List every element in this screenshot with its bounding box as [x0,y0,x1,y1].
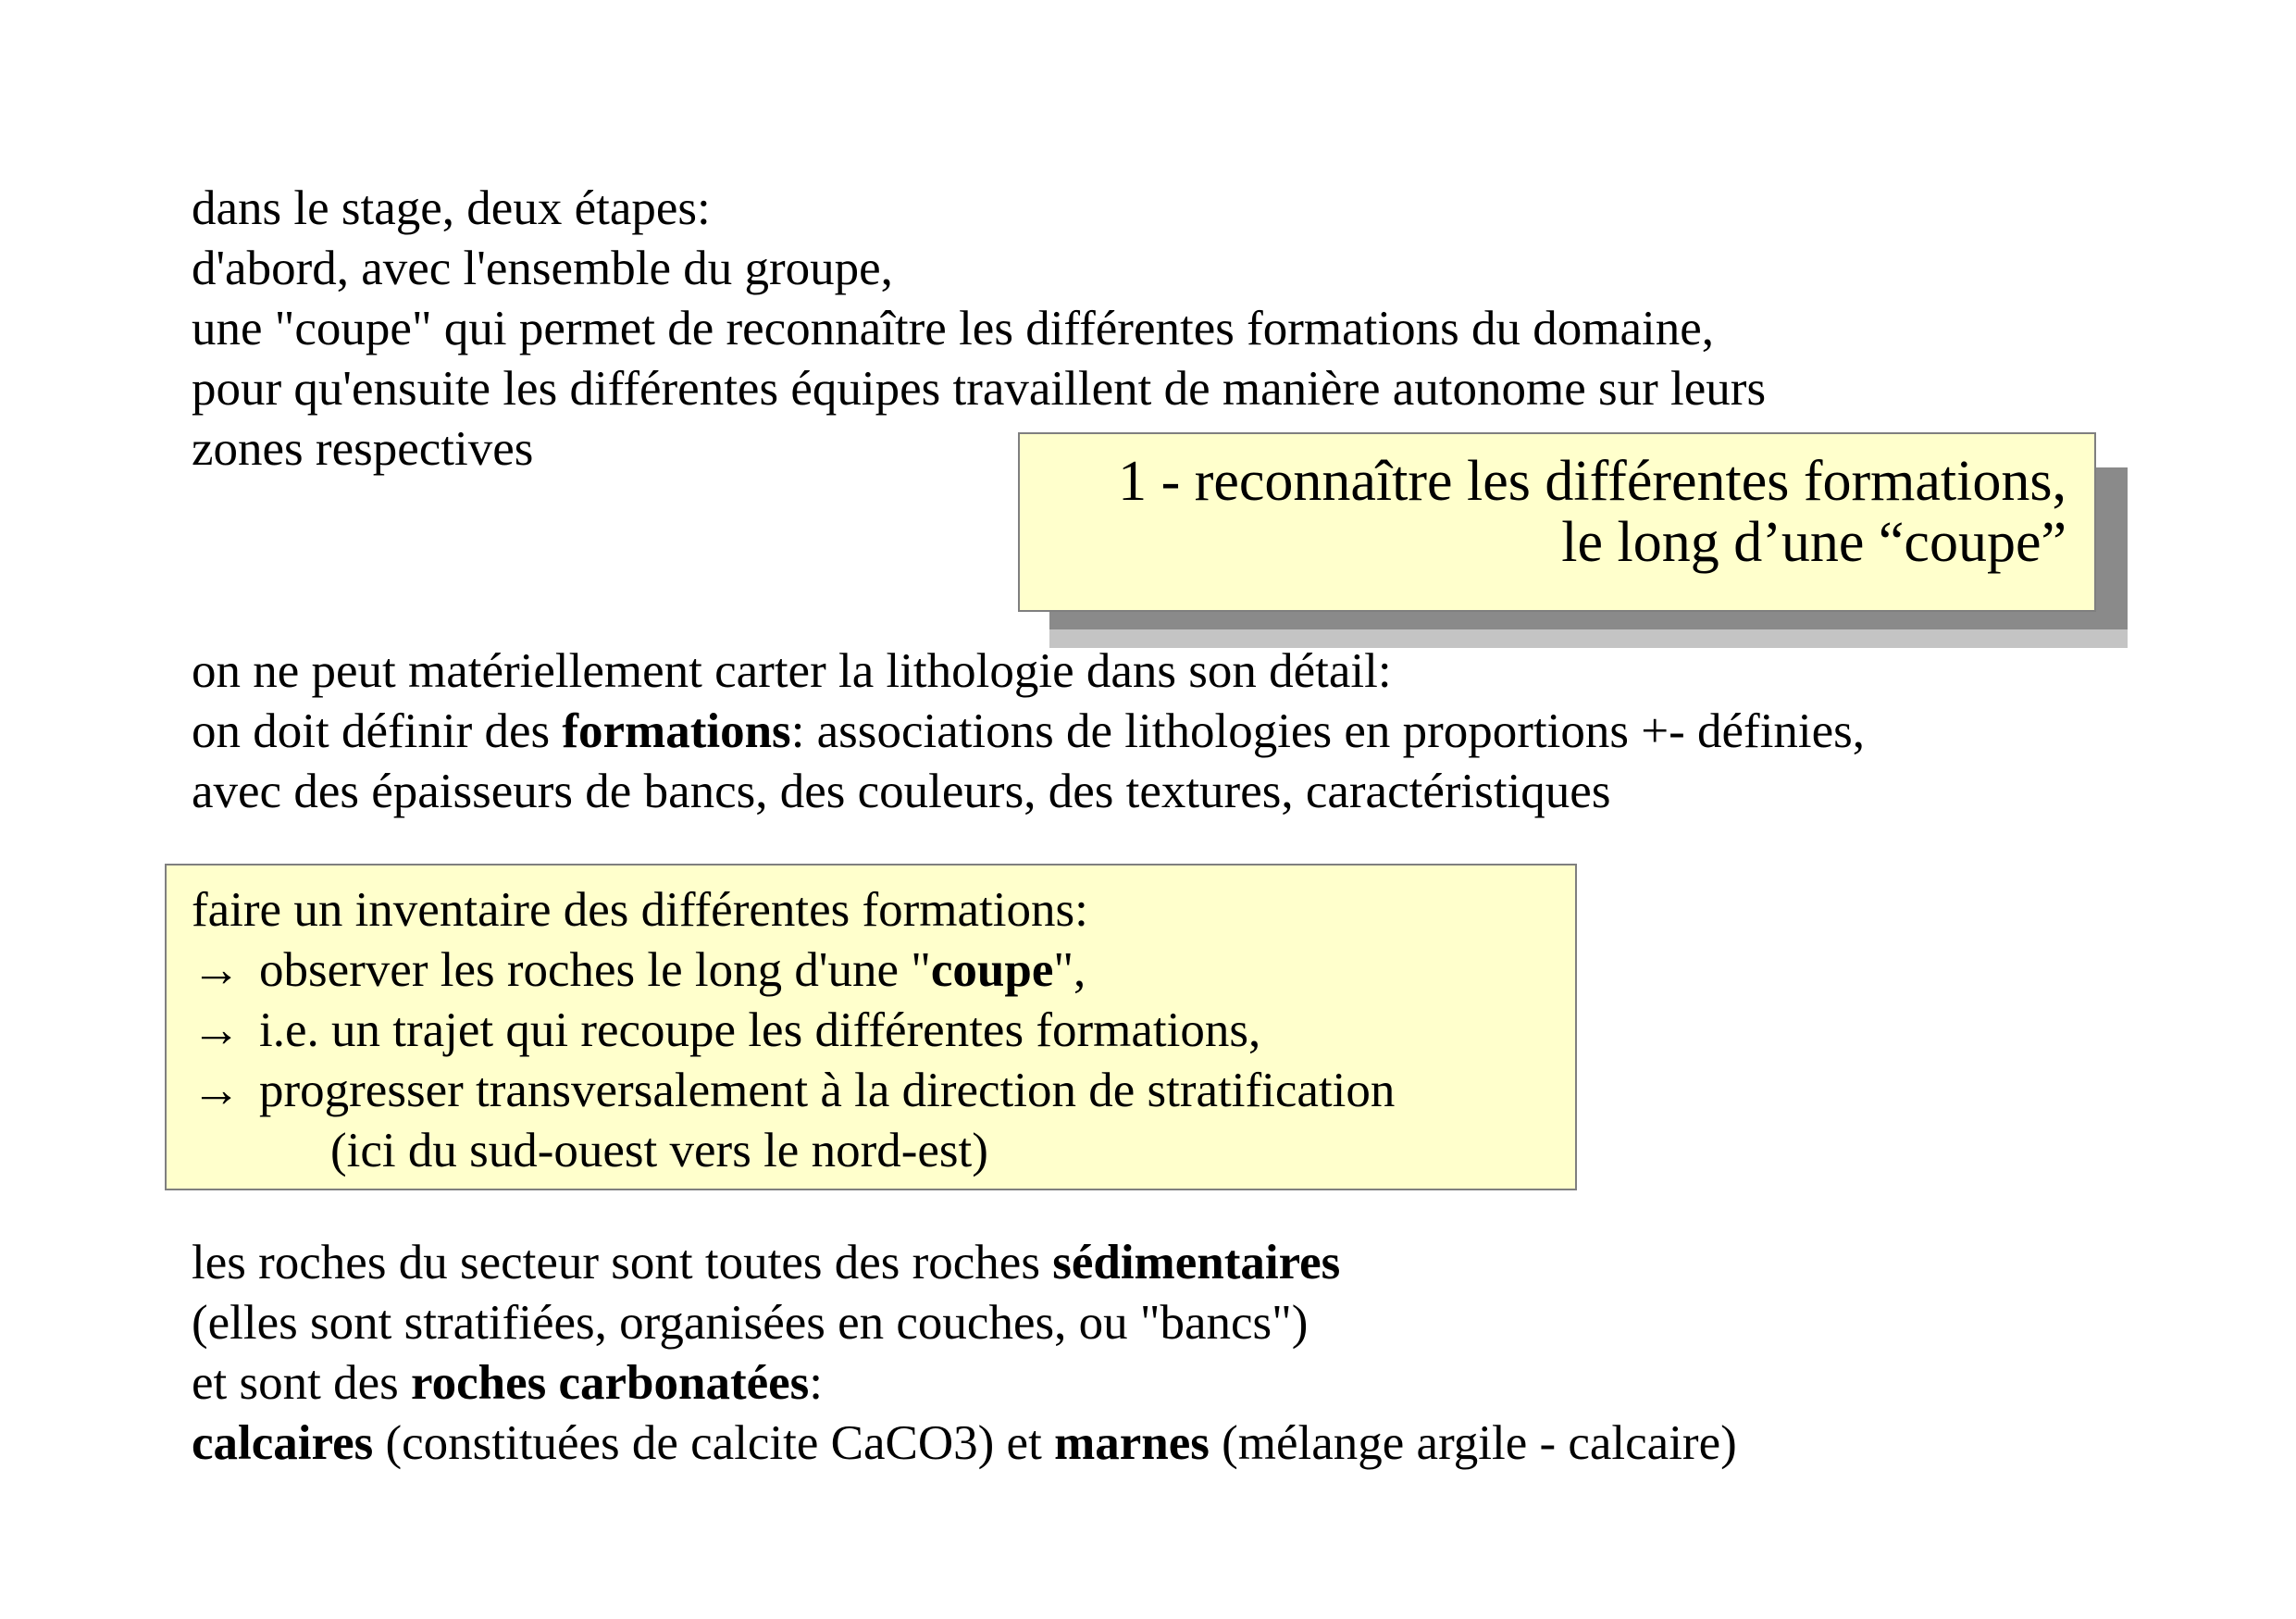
intro-line: d'abord, avec l'ensemble du groupe, [192,242,893,295]
inventory-item [192,940,1575,1001]
text-run: ", [1053,943,1086,997]
rocks-line [192,1353,1737,1414]
text-run: et sont des [192,1356,411,1410]
text-run: : [809,1356,824,1410]
inventory-box [165,864,1577,1190]
text-run: les roches du secteur sont toutes des roches [192,1236,1053,1289]
text-run: progresser transversalement à la direction de stratification [259,1064,1396,1117]
text-run: (constituées de calcite CaCO3) et [373,1416,1055,1470]
rocks-paragraph [192,1233,1737,1474]
bold-term-coupe: coupe [930,943,1054,997]
section-title-line: 1 - reconnaître les différentes formations, [1118,450,2066,513]
text-run: : associations de lithologies en proportions +- définies, [790,704,1866,758]
intro-line: zones respectives [192,422,534,476]
bold-term-calcaires: calcaires [192,1416,374,1470]
arrow-right-icon: → [192,1003,241,1057]
rocks-line: (elles sont stratifiées, organisées en couches, ou "bancs") [192,1296,1309,1350]
inventory-item-continuation: (ici du sud-ouest vers le nord-est) [330,1124,988,1177]
formations-line: avec des épaisseurs de bancs, des couleurs, des textures, caractéristiques [192,765,1611,818]
inventory-item [192,1001,1575,1061]
bold-term-sedimentaires: sédimentaires [1052,1236,1341,1289]
bold-term-marnes: marnes [1054,1416,1210,1470]
arrow-right-icon: → [192,943,241,997]
formations-line: on ne peut matériellement carter la lithologie dans son détail: [192,644,1392,698]
section-title-line: le long d’une “coupe” [1561,511,2066,574]
section-title-box [1018,432,2096,612]
inventory-item [192,1061,1575,1121]
text-run: i.e. un trajet qui recoupe les différentes formations, [259,1003,1261,1057]
text-run: observer les roches le long d'une " [259,943,931,997]
formations-line [192,702,1865,762]
intro-line: une "coupe" qui permet de reconnaître les différentes formations du domaine, [192,302,1714,355]
bold-term-roches-carbonatees: roches carbonatées [411,1356,810,1410]
arrow-right-icon: → [192,1064,241,1117]
rocks-line [192,1414,1737,1474]
rocks-line [192,1233,1737,1293]
intro-line: dans le stage, deux étapes: [192,181,711,235]
inventory-heading: faire un inventaire des différentes formations: [192,883,1088,937]
text-run: on doit définir des [192,704,563,758]
bold-term-formations: formations [562,704,791,758]
formations-paragraph [192,641,1865,822]
intro-line: pour qu'ensuite les différentes équipes travaillent de manière autonome sur leurs [192,362,1767,416]
text-run: (mélange argile - calcaire) [1209,1416,1737,1470]
